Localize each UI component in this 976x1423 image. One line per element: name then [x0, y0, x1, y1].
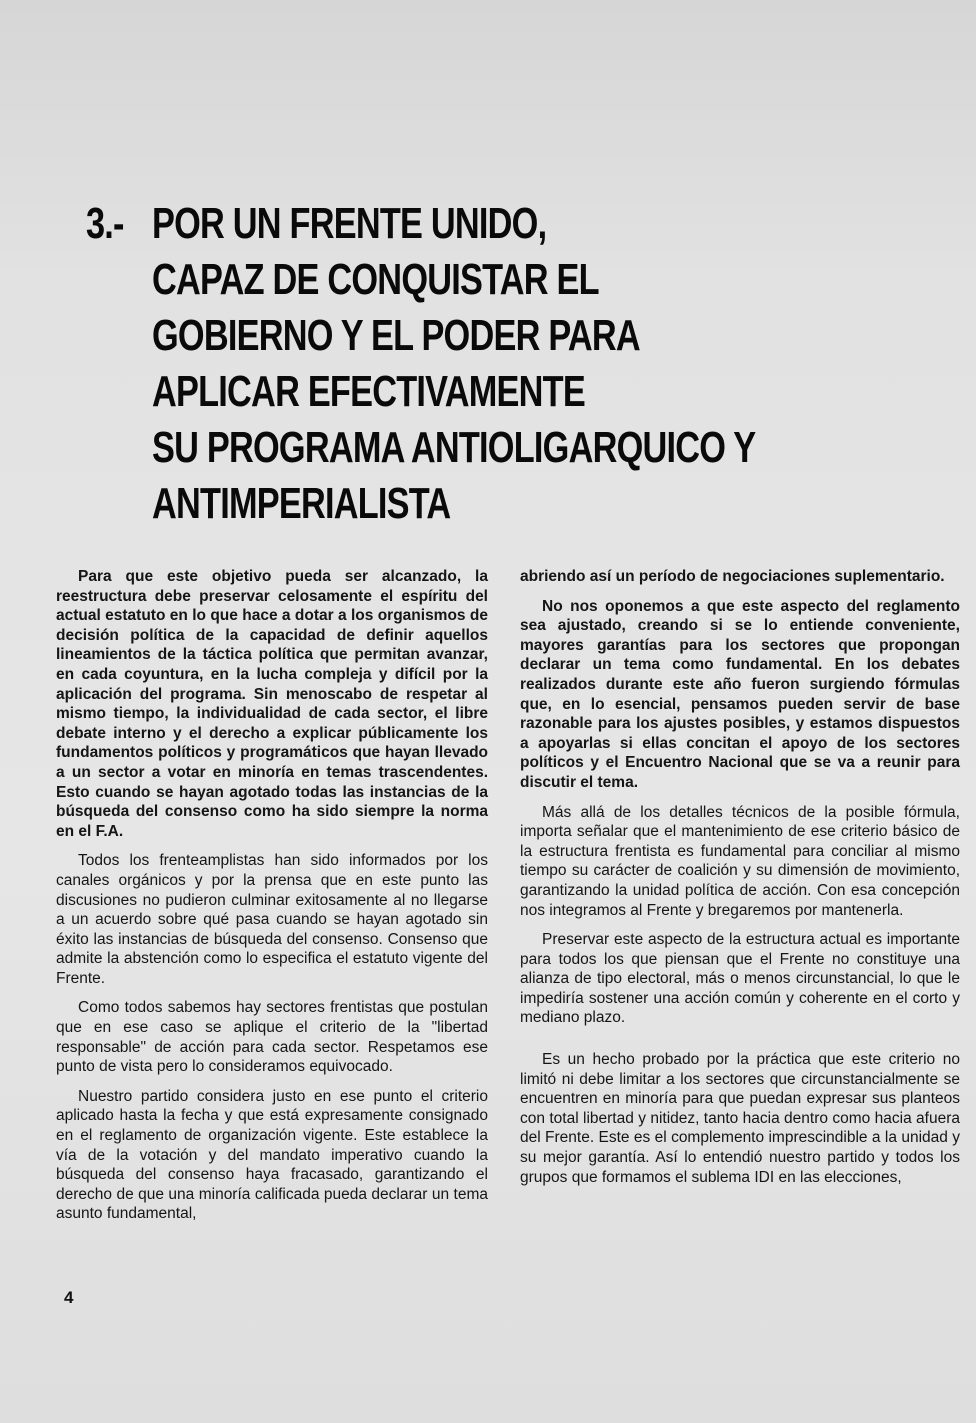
paragraph: No nos oponemos a que este aspecto del reglamento sea ajustado, creando si se lo entiende conveniente, mayores garantías para los sectores que propongan declarar un tema como fundamental. En los debates realizados durante este año fueron surgiendo fórmulas que, en lo esencial, pensamos pueden servir de base razonable para los ajustes posibles, y estamos dispuestos a apoyarlas si ellas concitan el apoyo de los sectores políticos y el Encuentro Nacional que se va a reunir para discutir el tema. — [520, 597, 960, 791]
heading-line-5: SU PROGRAMA ANTIOLIGARQUICO Y — [152, 423, 756, 472]
heading-line-2: CAPAZ DE CONQUISTAR EL — [152, 255, 599, 304]
paragraph: Como todos sabemos hay sectores frentistas que postulan que en ese caso se aplique el criterio de la "libertad responsable" de acción para cada sector. Respetamos ese punto de vista pero lo consideramos equivocado. — [56, 999, 488, 1076]
page-number: 4 — [64, 1288, 74, 1307]
section-number: 3.- — [86, 199, 124, 248]
paragraph: Más allá de los detalles técnicos de la posible fórmula, importa señalar que el mantenimiento de ese criterio básico de la estructura frentista es fundamental para conciliar al mismo tiempo su carácter de coalición y su dimensión de movimiento, garantizando la unidad política de acción. Con esa concepción nos integramos al Frente y bregaremos por mantenerla. — [520, 803, 960, 919]
paragraph: Preservar este aspecto de la estructura actual es importante para todos los que piensan que el Frente no constituye una alianza de tipo electoral, más o menos circunstancial, lo que le impediría sostener una acción común y coherente en el corto y mediano plazo. — [520, 931, 960, 1027]
paragraph: Para que este objetivo pueda ser alcanzado, la reestructura debe preservar celosamente el espíritu del actual estatuto en lo que hace a dotar a los organismos de decisión política de la capacidad de definir aquellos lineamientos de la táctica política que permitan avanzar, en cada coyuntura, en la lucha compleja y difícil por la aplicación del programa. Sin menoscabo de respetar al mismo tiempo, la individualidad de cada sector, el libre debate interno y el derecho a explicar públicamente los fundamentos políticos y programáticos que hayan llevado a un sector a votar en minoría en temas trascendentes. Esto cuando se hayan agotado todas las instancias de la búsqueda del consenso como ha sido siempre la norma en el F.A. — [56, 568, 488, 840]
paragraph: Todos los frenteamplistas han sido informados por los canales orgánicos y por la prensa que en este punto las discusiones no pudieron culminar exitosamente al no llegarse a un acuerdo sobre qué pasa cuando se hayan agotado sin éxito las instancias de búsqueda del consenso. Consenso que admite la abstención como lo especifica el estatuto vigente del Frente. — [56, 852, 488, 987]
heading-line-1: POR UN FRENTE UNIDO, — [152, 199, 547, 248]
heading-line-6: ANTIMPERIALISTA — [152, 479, 451, 528]
paragraph: Es un hecho probado por la práctica que este criterio no limitó ni debe limitar a los sectores que circunstancialmente se encuentren en minoría para que puedan expresar sus planteos con total libertad y nitidez, tanto hacia dentro como hacia afuera del Frente. Este es el complemento imprescindible a la unidad y su mejor garantía. Así lo entendió nuestro partido y todos los grupos que formamos el sublema IDI en las elecciones, — [520, 1051, 960, 1186]
paragraph: Nuestro partido considera justo en ese punto el criterio aplicado hasta la fecha y que está expresamente consignado en el reglamento de organización vigente. Este establece la vía de la votación y del mandato imperativo cuando la búsqueda del consenso haya fracasado, garantizando el derecho de que una minoría calificada pueda declarar un tema asunto fundamental, — [56, 1087, 488, 1223]
left-text-column — [56, 567, 488, 1234]
paragraph: abriendo así un período de negociaciones suplementario. — [520, 568, 945, 585]
right-text-column — [520, 567, 960, 1197]
heading-line-3: GOBIERNO Y EL PODER PARA — [152, 311, 640, 360]
heading-line-4: APLICAR EFECTIVAMENTE — [152, 367, 585, 416]
